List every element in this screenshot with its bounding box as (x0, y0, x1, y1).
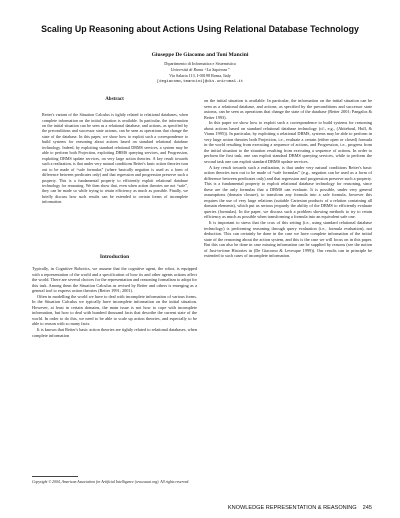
abstract-text: Reiter's variant of the Situation Calculus is tightly related to relational databases, when complete information on the initial situation is available. In particular, the information on the initial situation can be seen as a relational database, and actions, as specified by the preconditions and successor state axioms, can be seen as operations that change the state of the database. In this paper, we show how to exploit such a correspondence to build systems for reasoning about actions based on standard relational database technology. Indeed, by exploiting standard relational DBMS services, a system may be able to perform both Projection, exploiting DBMS querying services, and Progression, exploiting DBMS update services, on very large action theories. A key result towards such a realization, is that under very natural conditions Reiter's basic action theories turn out to be made of “safe formulas” (where basically negation is used as a form of difference between predicates only) and that regression and progression preserve such a property. This is a fundamental property to efficiently exploit relational database technology for reasoning. We then show that, even when action theories are not “safe”, they can be made so while trying to retain efficiency as much as possible. Finally, we briefly discuss how such results can be extended to certain forms of incomplete information. (42, 112, 188, 205)
intro-paragraph-2: Often in modelling the world we have to deal with incomplete information of various forms. In the Situation Calculus we typically have incomplete information on the initial situation. However, at least in certain domains, the main issue is not how to cope with incomplete information, but how to deal with hundred thousand facts that describe the current state of the world. In order to do this, we need to be able to scale up action theories, and especially to be able to reason with so many facts. (32, 293, 197, 327)
right-paragraph-1: on the initial situation is available. In particular, the information on the initial situation can be seen as a relational database, and actions, as specified by the preconditions and successor state axioms, can be seen as operations that change the state of the database (Reiter 2001; Pangalos & Reiter 1993). (204, 98, 372, 120)
affiliation-email[interactable]: [degiacomo,tmancini]@dis.uniroma1.it (156, 80, 244, 84)
affiliation-address: Via Salaria 113, I-00198 Roma, Italy (169, 73, 231, 78)
page-footer (228, 505, 372, 511)
right-paragraph-2: In this paper we show how to exploit such a correspondence to build systems for reasoning about actions based on standard relational database technology (cf., e.g., (Abiteboul, Hull, & Vianu 1995)). In particular, by exploiting a relational DBMS, systems may be able to perform in very large action theories both Projection, i.e., evaluate a certain (either open or closed) formula in the world resulting from executing a sequence of actions, and Progression, i.e., progress from the initial situation to the situation resulting from executing a sequence of actions. In order to perform the first task, one can exploit standard DBMS querying services, while to perform the second task one can exploit standard DBMS update services. (204, 120, 372, 165)
paper-authors: Giuseppe De Giacomo and Toni Mancini (151, 52, 249, 58)
footnote-divider (32, 476, 78, 477)
copyright-footnote: Copyright © 2004, American Association for Artificial Intelligence (www.aaai.org). All rights reserved. (32, 480, 190, 484)
affiliation-department: Dipartimento di Informatica e Sistemistica (164, 61, 236, 66)
introduction-body (32, 266, 197, 338)
footer-section-label: KNOWLEDGE REPRESENTATION & REASONING (227, 505, 357, 511)
intro-paragraph-3: It is known that Reiter's basic action theories are tightly related to relational databases, when complete information (32, 327, 197, 338)
right-paragraph-3: A key result towards such a realization, is that under very natural conditions Reiter's basic action theories turn out to be made of “safe formulas” (e.g., negation can be used as a form of difference between predicates only) and that regression and progression preserve such a property. This is a fundamental property to exploit relational database technology for reasoning, since these are the only formulas that a DBMS can evaluate. It is possible, under very general assumptions (domain closure), to transform any formula into a safe formula, however this requires the use of very large relations (suitable Cartesian products of a relation containing all domain elements), which put us serious jeopardy the ability of the DBMS to efficiently evaluate queries (formulas). In the paper, we discuss such a problem showing methods to try to retain efficiency as much as possible when transforming a formula into an equivalent safe one. (204, 164, 372, 220)
paper-title: Scaling Up Reasoning about Actions Using Relational Database Technology (41, 24, 359, 34)
affiliation-university: Università di Roma “La Sapienza” (170, 67, 230, 72)
intro-paragraph-1: Typically, in Cognitive Robotics, we assume that the cognitive agent, the robot, is equipped with a representation of the world and a specification of how its and other agents actions affect the world. There are several choices for the representation and reasoning formalism to adopt for this task. Among them the Situation Calculus as revised by Reiter and others is emerging as a general tool to express action theories (Reiter 1991; 2001). (32, 266, 197, 294)
introduction-heading: Introduction (99, 254, 130, 260)
page-number: 245 (362, 505, 372, 511)
right-paragraph-4: It is important to stress that the crux of this setting (i.e., using standard relational database technology) is performing reasoning through query evaluation (i.e., formula evaluation), not deduction. This can certainly be done in the case we have complete information of the initial state of the reasoning about the action system, and this is the case we will focus on in this paper. But this can also be done in case missing information can be supplied by reasons (see the notion of Just-in-time Histories in (De Giacomo & Levesque 1999)). Our results can in principle be extended to such cases of incomplete information. (204, 220, 372, 259)
abstract-heading: Abstract (105, 97, 124, 102)
right-column-body (204, 98, 372, 259)
